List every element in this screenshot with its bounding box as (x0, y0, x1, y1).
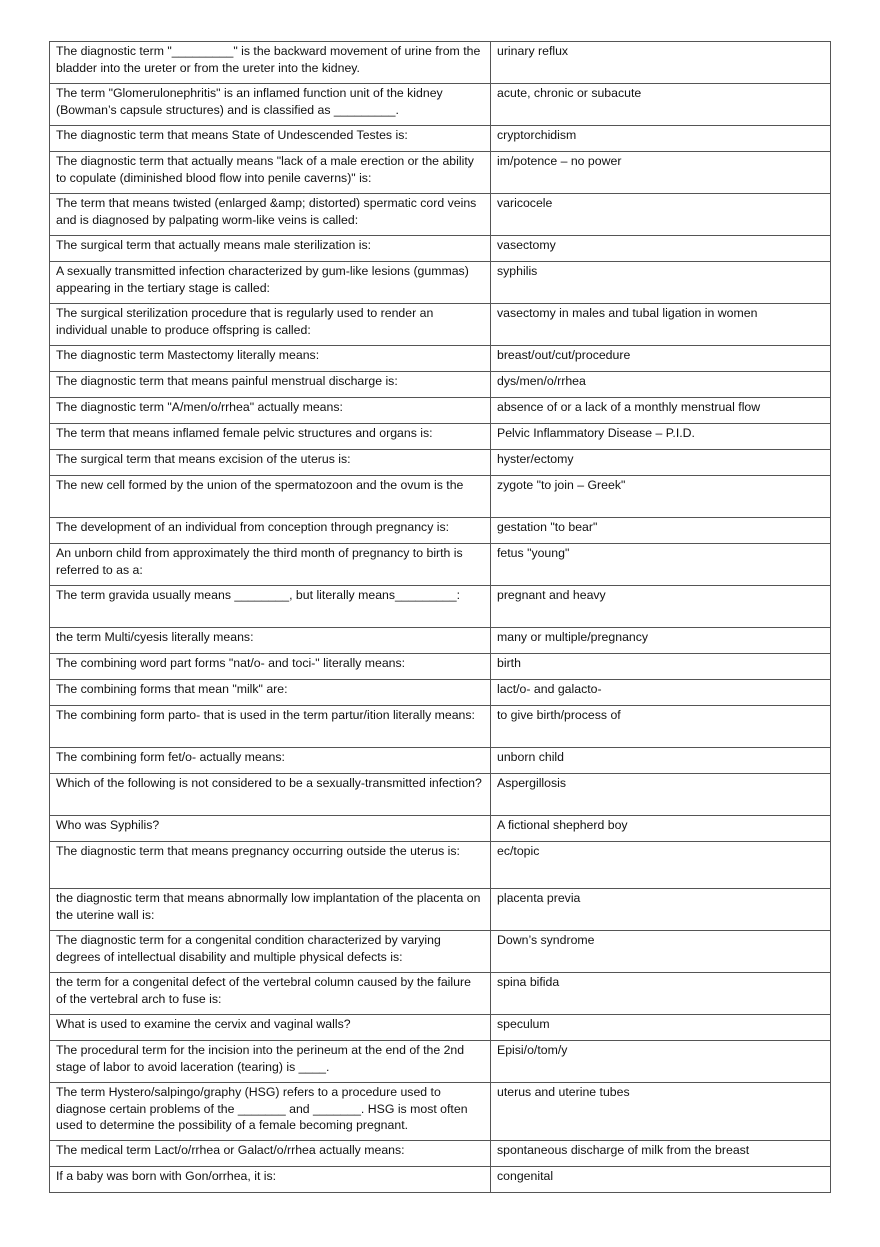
question-cell: An unborn child from approximately the third month of pregnancy to birth is referred to as a: (50, 544, 491, 586)
question-cell: The diagnostic term that means painful menstrual discharge is: (50, 372, 491, 398)
question-cell: The combining forms that mean "milk" are: (50, 680, 491, 706)
answer-cell: fetus "young" (491, 544, 831, 586)
answer-cell: gestation "to bear" (491, 518, 831, 544)
question-cell: The diagnostic term Mastectomy literally means: (50, 346, 491, 372)
question-cell: The term Hystero/salpingo/graphy (HSG) refers to a procedure used to diagnose certain problems of the _______ and _______. HSG is most often used to determine the possibility of a female becoming pregnant. (50, 1083, 491, 1141)
answer-cell: placenta previa (491, 889, 831, 931)
answer-cell: acute, chronic or subacute (491, 84, 831, 126)
table-row (50, 304, 831, 346)
table-row (50, 450, 831, 476)
table-row (50, 1083, 831, 1141)
answer-cell: syphilis (491, 262, 831, 304)
answer-cell: speculum (491, 1015, 831, 1041)
question-cell: The diagnostic term for a congenital condition characterized by varying degrees of intellectual disability and multiple physical defects is: (50, 931, 491, 973)
answer-cell: Episi/o/tom/y (491, 1041, 831, 1083)
question-cell: The diagnostic term that actually means "lack of a male erection or the ability to copulate (diminished blood flow into penile caverns)" is: (50, 152, 491, 194)
answer-cell: birth (491, 654, 831, 680)
question-cell: The combining word part forms "nat/o- and toci-" literally means: (50, 654, 491, 680)
answer-cell: to give birth/process of (491, 706, 831, 748)
table-row (50, 816, 831, 842)
table-row (50, 194, 831, 236)
table-row (50, 262, 831, 304)
answer-cell: hyster/ectomy (491, 450, 831, 476)
table-row (50, 1041, 831, 1083)
answer-cell: breast/out/cut/procedure (491, 346, 831, 372)
answer-cell: varicocele (491, 194, 831, 236)
flashcard-sheet (49, 41, 830, 1193)
table-row (50, 424, 831, 450)
table-row (50, 680, 831, 706)
question-cell: the term for a congenital defect of the vertebral column caused by the failure of the vertebral arch to fuse is: (50, 973, 491, 1015)
table-row (50, 748, 831, 774)
answer-cell: spina bifida (491, 973, 831, 1015)
question-cell: The development of an individual from conception through pregnancy is: (50, 518, 491, 544)
table-row (50, 476, 831, 518)
answer-cell: many or multiple/pregnancy (491, 628, 831, 654)
table-row (50, 706, 831, 748)
table-row (50, 973, 831, 1015)
table-row (50, 236, 831, 262)
question-answer-table (49, 41, 831, 1193)
table-row (50, 1141, 831, 1167)
answer-cell: spontaneous discharge of milk from the breast (491, 1141, 831, 1167)
answer-cell: congenital (491, 1167, 831, 1193)
table-row (50, 931, 831, 973)
answer-cell: absence of or a lack of a monthly menstrual flow (491, 398, 831, 424)
table-row (50, 1167, 831, 1193)
question-cell: The procedural term for the incision into the perineum at the end of the 2nd stage of labor to avoid laceration (tearing) is ____. (50, 1041, 491, 1083)
answer-cell: urinary reflux (491, 42, 831, 84)
question-cell: If a baby was born with Gon/orrhea, it is: (50, 1167, 491, 1193)
answer-cell: lact/o- and galacto- (491, 680, 831, 706)
table-row (50, 654, 831, 680)
table-body (50, 42, 831, 1193)
answer-cell: pregnant and heavy (491, 586, 831, 628)
table-row (50, 1015, 831, 1041)
question-cell: The term gravida usually means ________, but literally means_________: (50, 586, 491, 628)
answer-cell: cryptorchidism (491, 126, 831, 152)
question-cell: The diagnostic term that means pregnancy occurring outside the uterus is: (50, 842, 491, 889)
table-row (50, 84, 831, 126)
table-row (50, 586, 831, 628)
table-row (50, 398, 831, 424)
question-cell: The surgical sterilization procedure that is regularly used to render an individual unable to produce offspring is called: (50, 304, 491, 346)
table-row (50, 126, 831, 152)
answer-cell: unborn child (491, 748, 831, 774)
table-row (50, 628, 831, 654)
answer-cell: Down’s syndrome (491, 931, 831, 973)
answer-cell: im/potence – no power (491, 152, 831, 194)
question-cell: The combining form fet/o- actually means: (50, 748, 491, 774)
answer-cell: vasectomy (491, 236, 831, 262)
question-cell: The medical term Lact/o/rrhea or Galact/o/rrhea actually means: (50, 1141, 491, 1167)
answer-cell: A fictional shepherd boy (491, 816, 831, 842)
answer-cell: zygote "to join – Greek" (491, 476, 831, 518)
question-cell: The term that means inflamed female pelvic structures and organs is: (50, 424, 491, 450)
table-row (50, 346, 831, 372)
question-cell: The diagnostic term "A/men/o/rrhea" actually means: (50, 398, 491, 424)
table-row (50, 842, 831, 889)
answer-cell: vasectomy in males and tubal ligation in women (491, 304, 831, 346)
question-cell: A sexually transmitted infection characterized by gum-like lesions (gummas) appearing in the tertiary stage is called: (50, 262, 491, 304)
answer-cell: ec/topic (491, 842, 831, 889)
table-row (50, 774, 831, 816)
question-cell: The term "Glomerulonephritis" is an inflamed function unit of the kidney (Bowman’s capsule structures) and is classified as _________. (50, 84, 491, 126)
question-cell: The surgical term that means excision of the uterus is: (50, 450, 491, 476)
question-cell: Who was Syphilis? (50, 816, 491, 842)
question-cell: The diagnostic term that means State of Undescended Testes is: (50, 126, 491, 152)
question-cell: What is used to examine the cervix and vaginal walls? (50, 1015, 491, 1041)
question-cell: the diagnostic term that means abnormally low implantation of the placenta on the uterine wall is: (50, 889, 491, 931)
answer-cell: uterus and uterine tubes (491, 1083, 831, 1141)
table-row (50, 42, 831, 84)
table-row (50, 518, 831, 544)
question-cell: The surgical term that actually means male sterilization is: (50, 236, 491, 262)
table-row (50, 544, 831, 586)
question-cell: The diagnostic term "_________" is the backward movement of urine from the bladder into the ureter or from the ureter into the kidney. (50, 42, 491, 84)
question-cell: The new cell formed by the union of the spermatozoon and the ovum is the (50, 476, 491, 518)
answer-cell: Aspergillosis (491, 774, 831, 816)
table-row (50, 152, 831, 194)
question-cell: The term that means twisted (enlarged &amp; distorted) spermatic cord veins and is diagnosed by palpating worm-like veins is called: (50, 194, 491, 236)
table-row (50, 889, 831, 931)
table-row (50, 372, 831, 398)
question-cell: the term Multi/cyesis literally means: (50, 628, 491, 654)
question-cell: The combining form parto- that is used in the term partur/ition literally means: (50, 706, 491, 748)
answer-cell: Pelvic Inflammatory Disease – P.I.D. (491, 424, 831, 450)
question-cell: Which of the following is not considered to be a sexually-transmitted infection? (50, 774, 491, 816)
answer-cell: dys/men/o/rrhea (491, 372, 831, 398)
